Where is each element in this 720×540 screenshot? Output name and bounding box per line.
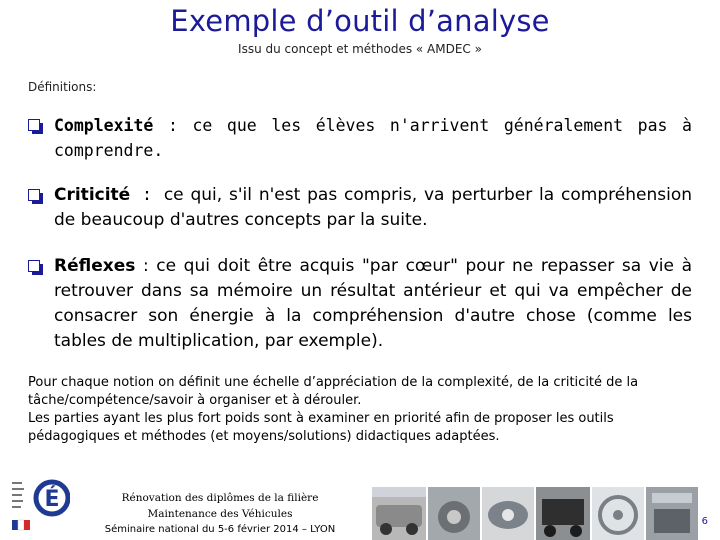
bullet-text (28, 113, 692, 163)
bullet-text (28, 254, 692, 354)
checkbox-bullet-icon (28, 119, 40, 131)
footer-line: Maintenance des Véhicules (147, 508, 293, 520)
bullet-separator: : (130, 185, 164, 205)
paragraph-line: Les parties ayant les plus fort poids sont à examiner en priorité afin de proposer les outils pédagogiques et méthodes (et moyens/solutions) didactiques adaptées. (28, 411, 614, 444)
analysis-paragraph (28, 374, 692, 446)
bullet-complexite (28, 113, 692, 163)
checkbox-bullet-icon (28, 189, 40, 201)
bullet-text (28, 183, 692, 233)
bullet-criticite (28, 183, 692, 233)
bullet-definition: ce qui doit être acquis "par cœur" pour ne repasser sa vie à retrouver dans sa mémoire un résultat antérieur et qui va empêcher de consacrer son énergie à la compréhension d'autre chose (comme les tables de multiplication, par exemple). (54, 256, 692, 351)
slide-subtitle: Issu du concept et méthodes « AMDEC » (238, 42, 482, 56)
bullet-term: Criticité (54, 185, 131, 205)
page-number: 6 (701, 516, 708, 527)
education-nationale-logo-icon (8, 476, 70, 536)
bullet-separator: : (153, 116, 193, 135)
definitions-label: Définitions: (28, 80, 97, 94)
bullet-definition: ce que les élèves n'arrivent généralement pas à comprendre. (54, 116, 692, 160)
slide-title: Exemple d’outil d’analyse (170, 4, 550, 38)
bullet-definition: ce qui, s'il n'est pas compris, va perturber la compréhension de beaucoup d'autres concepts par la suite. (54, 185, 692, 230)
bullet-separator: : (135, 256, 157, 276)
footer-line: Rénovation des diplômes de la filière (121, 492, 319, 504)
footer-line: Séminaire national du 5-6 février 2014 – LYON (104, 524, 336, 535)
bullet-term: Réflexes (54, 256, 136, 276)
svg-text:É: É (44, 487, 60, 512)
checkbox-bullet-icon (28, 260, 40, 272)
paragraph-line: Pour chaque notion on définit une échelle d’appréciation de la complexité, de la criticité de la tâche/compétence/savoir à organiser et à dérouler. (28, 375, 639, 408)
footer-text (100, 490, 340, 538)
bullet-reflexes (28, 254, 692, 354)
bullet-term: Complexité (54, 116, 154, 135)
vehicle-workshop-photos-icon (372, 487, 698, 540)
